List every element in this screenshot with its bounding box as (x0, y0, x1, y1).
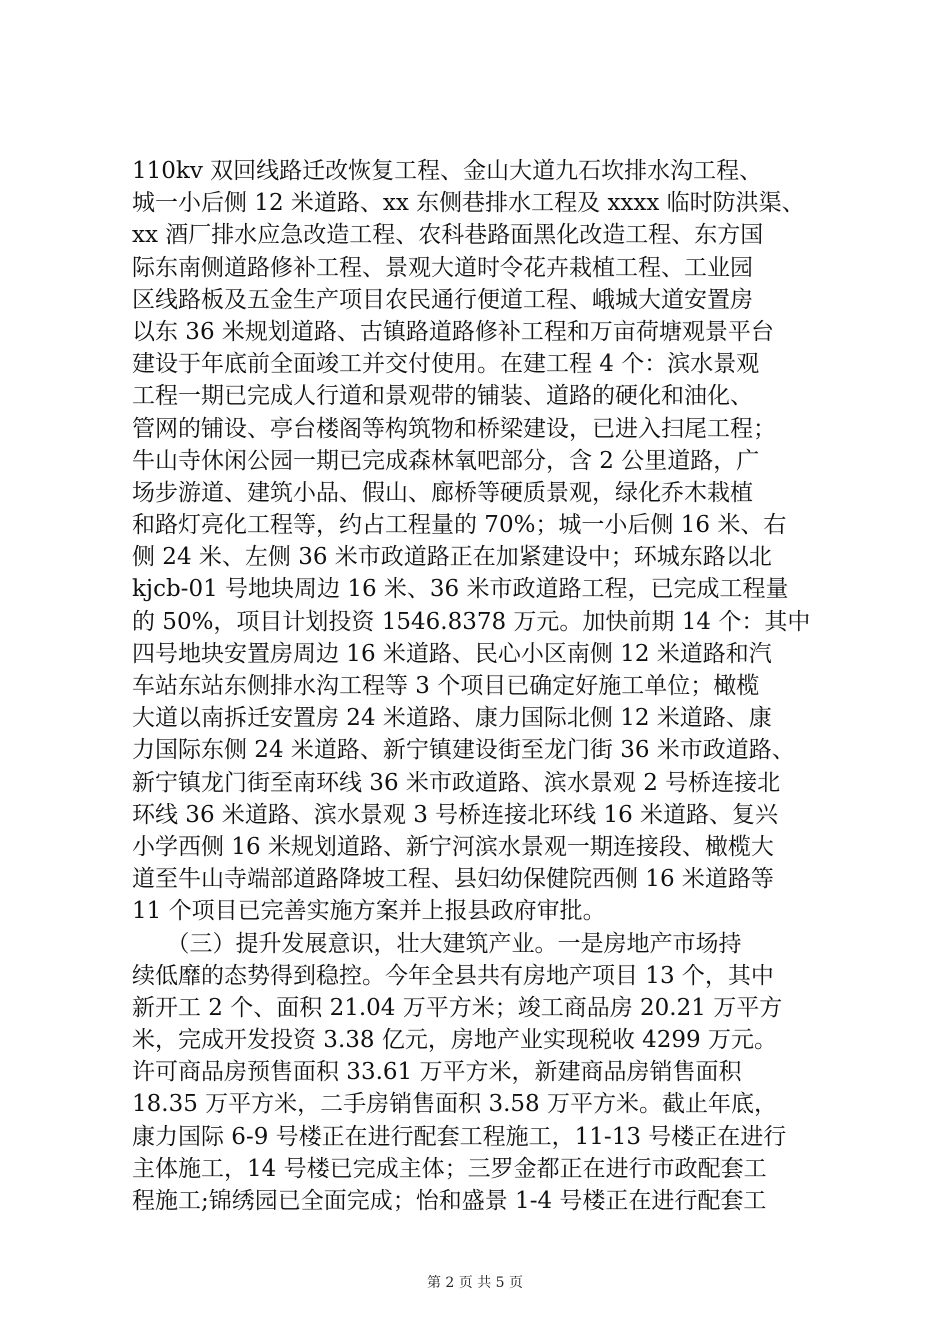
text-line: 大道以南拆迁安置房 24 米道路、康力国际北侧 12 米道路、康 (132, 705, 772, 732)
text-line: 许可商品房预售面积 33.61 万平方米，新建商品房销售面积 (132, 1059, 742, 1086)
text-line: 18.35 万平方米，二手房销售面积 3.58 万平方米。截止年底， (132, 1091, 777, 1118)
text-line: 续低靡的态势得到稳控。今年全县共有房地产项目 13 个，其中 (132, 962, 774, 989)
body-text (132, 155, 832, 1217)
text-line: 力国际东侧 24 米道路、新宁镇建设街至龙门街 36 米市政道路、 (132, 737, 795, 764)
text-line: xx 酒厂排水应急改造工程、农科巷路面黑化改造工程、东方国 (132, 222, 764, 249)
text-line: 主体施工，14 号楼已完成主体；三罗金都正在进行市政配套工 (132, 1155, 767, 1182)
text-line: 新宁镇龙门街至南环线 36 米市政道路、滨水景观 2 号桥连接北 (132, 769, 781, 796)
text-line: 牛山寺休闲公园一期已完成森林氧吧部分，含 2 公里道路，广 (132, 447, 760, 474)
text-line: 新开工 2 个、面积 21.04 万平方米；竣工商品房 20.21 万平方 (132, 994, 783, 1021)
text-line: （三）提升发展意识，壮大建筑产业。一是房地产市场持 (132, 930, 742, 957)
text-line: 侧 24 米、左侧 36 米市政道路正在加紧建设中；环城东路以北 (132, 544, 772, 571)
text-line: 的 50%，项目计划投资 1546.8378 万元。加快前期 14 个：其中 (132, 608, 811, 635)
text-line: 以东 36 米规划道路、古镇路道路修补工程和万亩荷塘观景平台 (132, 318, 774, 345)
text-line: 工程一期已完成人行道和景观带的铺装、道路的硬化和油化、 (132, 383, 753, 410)
text-line: 道至牛山寺端部道路降坡工程、县妇幼保健院西侧 16 米道路等 (132, 866, 774, 893)
page-footer: 第 2 页 共 5 页 (426, 1275, 524, 1291)
text-line: 110kv 双回线路迁改恢复工程、金山大道九石坎排水沟工程、 (132, 158, 763, 184)
text-line: 建设于年底前全面竣工并交付使用。在建工程 4 个：滨水景观 (132, 351, 760, 378)
text-line: 和路灯亮化工程等，约占工程量的 70%；城一小后侧 16 米、右 (132, 512, 787, 539)
text-line: 场步游道、建筑小品、假山、廊桥等硬质景观，绿化乔木栽植 (132, 479, 753, 506)
text-line: 小学西侧 16 米规划道路、新宁河滨水景观一期连接段、橄榄大 (132, 833, 774, 860)
text-line: 车站东站东侧排水沟工程等 3 个项目已确定好施工单位；橄榄 (132, 673, 760, 699)
text-line: 区线路板及五金生产项目农民通行便道工程、峨城大道安置房 (132, 286, 753, 313)
text-line: 米，完成开发投资 3.38 亿元，房地产业实现税收 4299 万元。 (132, 1027, 777, 1054)
text-line: 际东南侧道路修补工程、景观大道时令花卉栽植工程、工业园 (132, 254, 753, 281)
text-line: 环线 36 米道路、滨水景观 3 号桥连接北环线 16 米道路、复兴 (132, 801, 779, 828)
text-line: 管网的铺设、亭台楼阁等构筑物和桥梁建设，已进入扫尾工程； (132, 415, 776, 442)
text-line: 城一小后侧 12 米道路、xx 东侧巷排水工程及 xxxx 临时防洪渠、 (132, 190, 805, 217)
text-line: 四号地块安置房周边 16 米道路、民心小区南侧 12 米道路和汽 (132, 640, 772, 667)
text-line: kjcb-01 号地块周边 16 米、36 米市政道路工程，已完成工程量 (132, 576, 789, 603)
text-line: 11 个项目已完善实施方案并上报县政府审批。 (132, 898, 606, 925)
text-line: 康力国际 6-9 号楼正在进行配套工程施工，11-13 号楼正在进行 (132, 1123, 787, 1150)
text-line: 程施工;锦绣园已全面完成；怡和盛景 1-4 号楼正在进行配套工 (132, 1188, 767, 1214)
